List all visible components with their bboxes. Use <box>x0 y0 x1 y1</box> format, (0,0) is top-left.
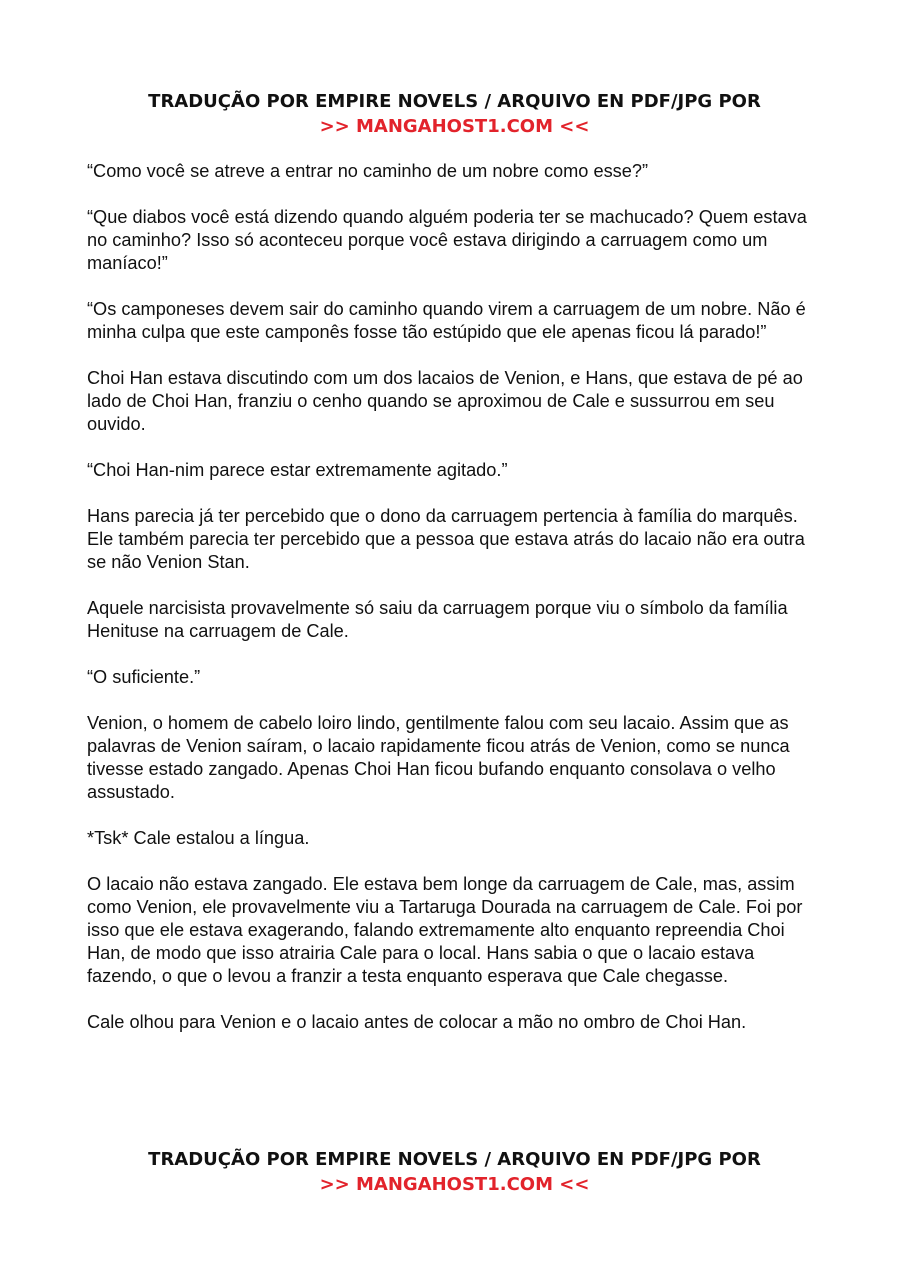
paragraph: Aquele narcisista provavelmente só saiu da carruagem porque viu o símbolo da família Henituse na carruagem de Cale. <box>87 598 788 641</box>
paragraph: Venion, o homem de cabelo loiro lindo, gentilmente falou com seu lacaio. Assim que as palavras de Venion saíram, o lacaio rapidamente ficou atrás de Venion, como se nunca tivesse estado zangado. Apenas Choi Han ficou bufando enquanto consolava o velho assustado. <box>87 713 790 802</box>
paragraph: Hans parecia já ter percebido que o dono da carruagem pertencia à família do marquês. Ele também parecia ter percebido que a pessoa que estava atrás do lacaio não era outra se não Venion Stan. <box>87 506 805 572</box>
paragraph: Cale olhou para Venion e o lacaio antes de colocar a mão no ombro de Choi Han. <box>87 1012 747 1032</box>
paragraph: *Tsk* Cale estalou a língua. <box>87 828 310 848</box>
header-site-link[interactable]: >> MANGAHOST1.COM << <box>319 116 590 137</box>
footer-banner <box>0 1147 909 1197</box>
paragraph: “Choi Han-nim parece estar extremamente agitado.” <box>87 460 508 480</box>
paragraph: O lacaio não estava zangado. Ele estava bem longe da carruagem de Cale, mas, assim como Venion, ele provavelmente viu a Tartaruga Dourada na carruagem de Cale. Foi por isso que ele estava exagerando, falando extremamente alto enquanto repreendia Choi Han, de modo que isso atrairia Cale para o local. Hans sabia o que o lacaio estava fazendo, o que o levou a franzir a testa enquanto esperava que Cale chegasse. <box>87 874 803 986</box>
paragraph: “O suficiente.” <box>87 667 201 687</box>
paragraph: “Os camponeses devem sair do caminho quando virem a carruagem de um nobre. Não é minha culpa que este camponês fosse tão estúpido que ele apenas ficou lá parado!” <box>87 299 806 342</box>
paragraph: “Que diabos você está dizendo quando alguém poderia ter se machucado? Quem estava no caminho? Isso só aconteceu porque você estava dirigindo a carruagem como um maníaco!” <box>87 207 807 273</box>
footer-credit-line: TRADUÇÃO POR EMPIRE NOVELS / ARQUIVO EN PDF/JPG POR <box>148 1149 761 1170</box>
header-banner <box>0 89 909 139</box>
paragraph: “Como você se atreve a entrar no caminho de um nobre como esse?” <box>87 161 649 181</box>
footer-site-link[interactable]: >> MANGAHOST1.COM << <box>319 1174 590 1195</box>
document-body <box>87 160 827 1057</box>
header-credit-line: TRADUÇÃO POR EMPIRE NOVELS / ARQUIVO EN PDF/JPG POR <box>148 91 761 112</box>
paragraph: Choi Han estava discutindo com um dos lacaios de Venion, e Hans, que estava de pé ao lado de Choi Han, franziu o cenho quando se aproximou de Cale e sussurrou em seu ouvido. <box>87 368 803 434</box>
